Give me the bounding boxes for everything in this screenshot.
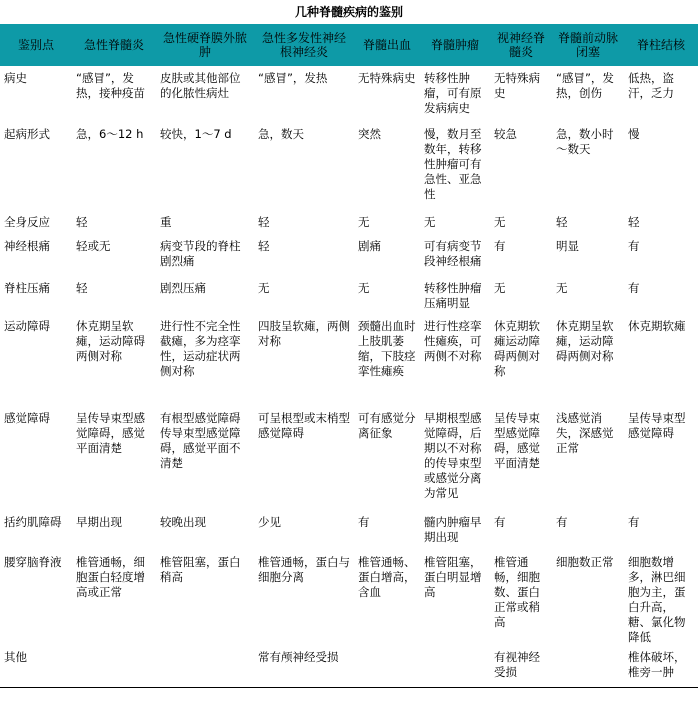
table-cell: 呈传导束型感觉障碍 [628, 411, 686, 440]
table-cell: 细胞数增多，淋巴细胞为主，蛋白升高，糖、氯化物降低 [628, 555, 686, 644]
table-cell: 急，数天 [258, 127, 304, 141]
table-cell: 低热，盗汗，乏力 [628, 71, 674, 100]
table-row [0, 66, 698, 122]
table-cell: 细胞数正常 [556, 555, 614, 569]
table-row [0, 122, 698, 210]
table-cell: 轻 [258, 239, 270, 253]
table-cell: 较快，1～7 d [160, 127, 232, 141]
table-cell: 急，6～12 h [76, 127, 144, 141]
table-cell: 无特殊病史 [358, 71, 416, 85]
table-cell: 有 [494, 515, 506, 529]
table-cell: 呈传导束型感觉障碍，感觉平面清楚 [494, 411, 540, 470]
table-row [0, 314, 698, 406]
table-cell: “感冒”，发热，接种疫苗 [76, 71, 145, 100]
table-cell: 有 [358, 515, 370, 529]
header-cell: 脊髓出血 [354, 24, 420, 66]
table-cell: 重 [160, 215, 172, 229]
table-cell: 病变节段的脊柱剧烈痛 [160, 239, 241, 268]
table-cell: 轻 [258, 215, 270, 229]
table-cell: 常有颅神经受损 [254, 645, 354, 687]
header-row [0, 24, 698, 66]
row-label: 其他 [0, 645, 72, 687]
header-cell: 鉴别点 [0, 24, 72, 66]
row-label: 腰穿脑脊液 [4, 555, 62, 569]
table-cell: 无 [494, 215, 506, 229]
row-label: 全身反应 [4, 215, 50, 229]
table-cell: 轻或无 [76, 239, 111, 253]
table-cell: 椎体破坏，椎旁一肿 [624, 645, 698, 687]
table-row [0, 210, 698, 234]
table-cell: 无 [494, 281, 506, 295]
table-cell: 椎管通畅，蛋白与细胞分离 [258, 555, 350, 584]
table-cell: 有根型感觉障碍传导束型感觉障碍，感觉平面不清楚 [160, 411, 241, 470]
header-cell: 急性多发性神经根神经炎 [254, 24, 354, 66]
table-cell [420, 645, 490, 687]
table-row [0, 276, 698, 314]
row-label: 病史 [4, 71, 27, 85]
table-cell: 颈髓出血时上肢肌萎缩，下肢痉挛性瘫痪 [358, 319, 416, 378]
table-cell: 轻 [76, 281, 88, 295]
table-cell: 早期出现 [76, 515, 122, 529]
table-cell: 剧烈压痛 [160, 281, 206, 295]
table-cell: 轻 [556, 215, 568, 229]
table-cell: 转移性肿瘤压痛明显 [424, 281, 482, 310]
table-cell: “感冒”，发热 [258, 71, 328, 85]
table-cell [156, 645, 254, 687]
table-cell: 无 [358, 281, 370, 295]
table-cell: 椎管通畅、蛋白增高，含血 [358, 555, 416, 599]
table-cell [72, 645, 156, 687]
table-cell: 休克期呈软瘫，运动障碍两侧对称 [76, 319, 145, 363]
header-cell: 急性硬脊膜外脓肿 [156, 24, 254, 66]
table-cell: 休克期呈软瘫，运动障碍两侧对称 [556, 319, 614, 363]
row-label: 脊柱压痛 [4, 281, 50, 295]
row-label: 运动障碍 [4, 319, 50, 333]
table-cell: 休克期软瘫运动障碍两侧对称 [494, 319, 540, 378]
table-cell: 明显 [556, 239, 579, 253]
table-cell: 有 [628, 281, 640, 295]
table-cell: 无 [358, 215, 370, 229]
table-cell: 早期根型感觉障碍，后期以不对称的传导束型或感觉分离为常见 [424, 411, 482, 500]
table-row [0, 645, 698, 687]
table-cell: 呈传导束型感觉障碍，感觉平面清楚 [76, 411, 145, 455]
row-label: 起病形式 [4, 127, 50, 141]
table-cell: “感冒”，发热，创伤 [556, 71, 614, 100]
table-cell: 无 [556, 281, 568, 295]
table-row [0, 234, 698, 276]
table-cell [552, 645, 624, 687]
table-cell: 无 [424, 215, 436, 229]
table-cell: 休克期软瘫 [628, 319, 686, 333]
table-cell: 可呈根型或末梢型感觉障碍 [258, 411, 350, 440]
row-label: 括约肌障碍 [4, 515, 62, 529]
table-cell: 髓内肿瘤早期出现 [424, 515, 482, 544]
comparison-table [0, 24, 698, 688]
table-cell: 四肢呈软瘫，两侧对称 [258, 319, 350, 348]
table-cell: 无 [258, 281, 270, 295]
table-cell: 无特殊病史 [494, 71, 540, 100]
table-row [0, 510, 698, 550]
header-cell: 脊柱结核 [624, 24, 698, 66]
table-cell: 有 [556, 515, 568, 529]
header-cell: 视神经脊髓炎 [490, 24, 552, 66]
table-cell: 可有病变节段神经根痛 [424, 239, 482, 268]
table-cell: 皮肤或其他部位的化脓性病灶 [160, 71, 241, 100]
table-cell: 慢，数月至数年，转移性肿瘤可有急性、亚急性 [424, 127, 482, 201]
table-cell: 浅感觉消失，深感觉正常 [556, 411, 614, 455]
table-cell: 转移性肿瘤，可有原发病病史 [424, 71, 482, 115]
table-cell: 有 [494, 239, 506, 253]
table-row [0, 406, 698, 510]
table-cell [354, 645, 420, 687]
table-cell: 少见 [258, 515, 281, 529]
table-row [0, 550, 698, 645]
table-cell: 椎管通畅，细胞蛋白轻度增高或正常 [76, 555, 145, 599]
table-cell: 可有感觉分离征象 [358, 411, 416, 440]
table-cell: 轻 [76, 215, 88, 229]
table-cell: 有视神经受损 [490, 645, 552, 687]
table-cell: 急，数小时～数天 [556, 127, 614, 156]
table-cell: 椎管阻塞，蛋白稍高 [160, 555, 241, 584]
table-cell: 较晚出现 [160, 515, 206, 529]
header-cell: 急性脊髓炎 [72, 24, 156, 66]
table-cell: 剧痛 [358, 239, 381, 253]
table-cell: 有 [628, 239, 640, 253]
table-cell: 突然 [358, 127, 381, 141]
table-cell: 椎管通畅，细胞数、蛋白正常或稍高 [494, 555, 540, 629]
table-cell: 较急 [494, 127, 517, 141]
table-title: 几种脊髓疾病的鉴别 [294, 5, 403, 19]
header-cell: 脊髓肿瘤 [420, 24, 490, 66]
table-cell: 有 [628, 515, 640, 529]
table-cell: 进行性不完全性截瘫，多为痉挛性，运动症状两侧对称 [160, 319, 241, 378]
row-label: 神经根痛 [4, 239, 50, 253]
table-cell: 进行性痉挛性瘫痪，可两侧不对称 [424, 319, 482, 363]
header-cell: 脊髓前动脉闭塞 [552, 24, 624, 66]
row-label: 感觉障碍 [4, 411, 50, 425]
table-cell: 椎管阻塞，蛋白明显增高 [424, 555, 482, 599]
table-cell: 慢 [628, 127, 640, 141]
table-cell: 轻 [628, 215, 640, 229]
